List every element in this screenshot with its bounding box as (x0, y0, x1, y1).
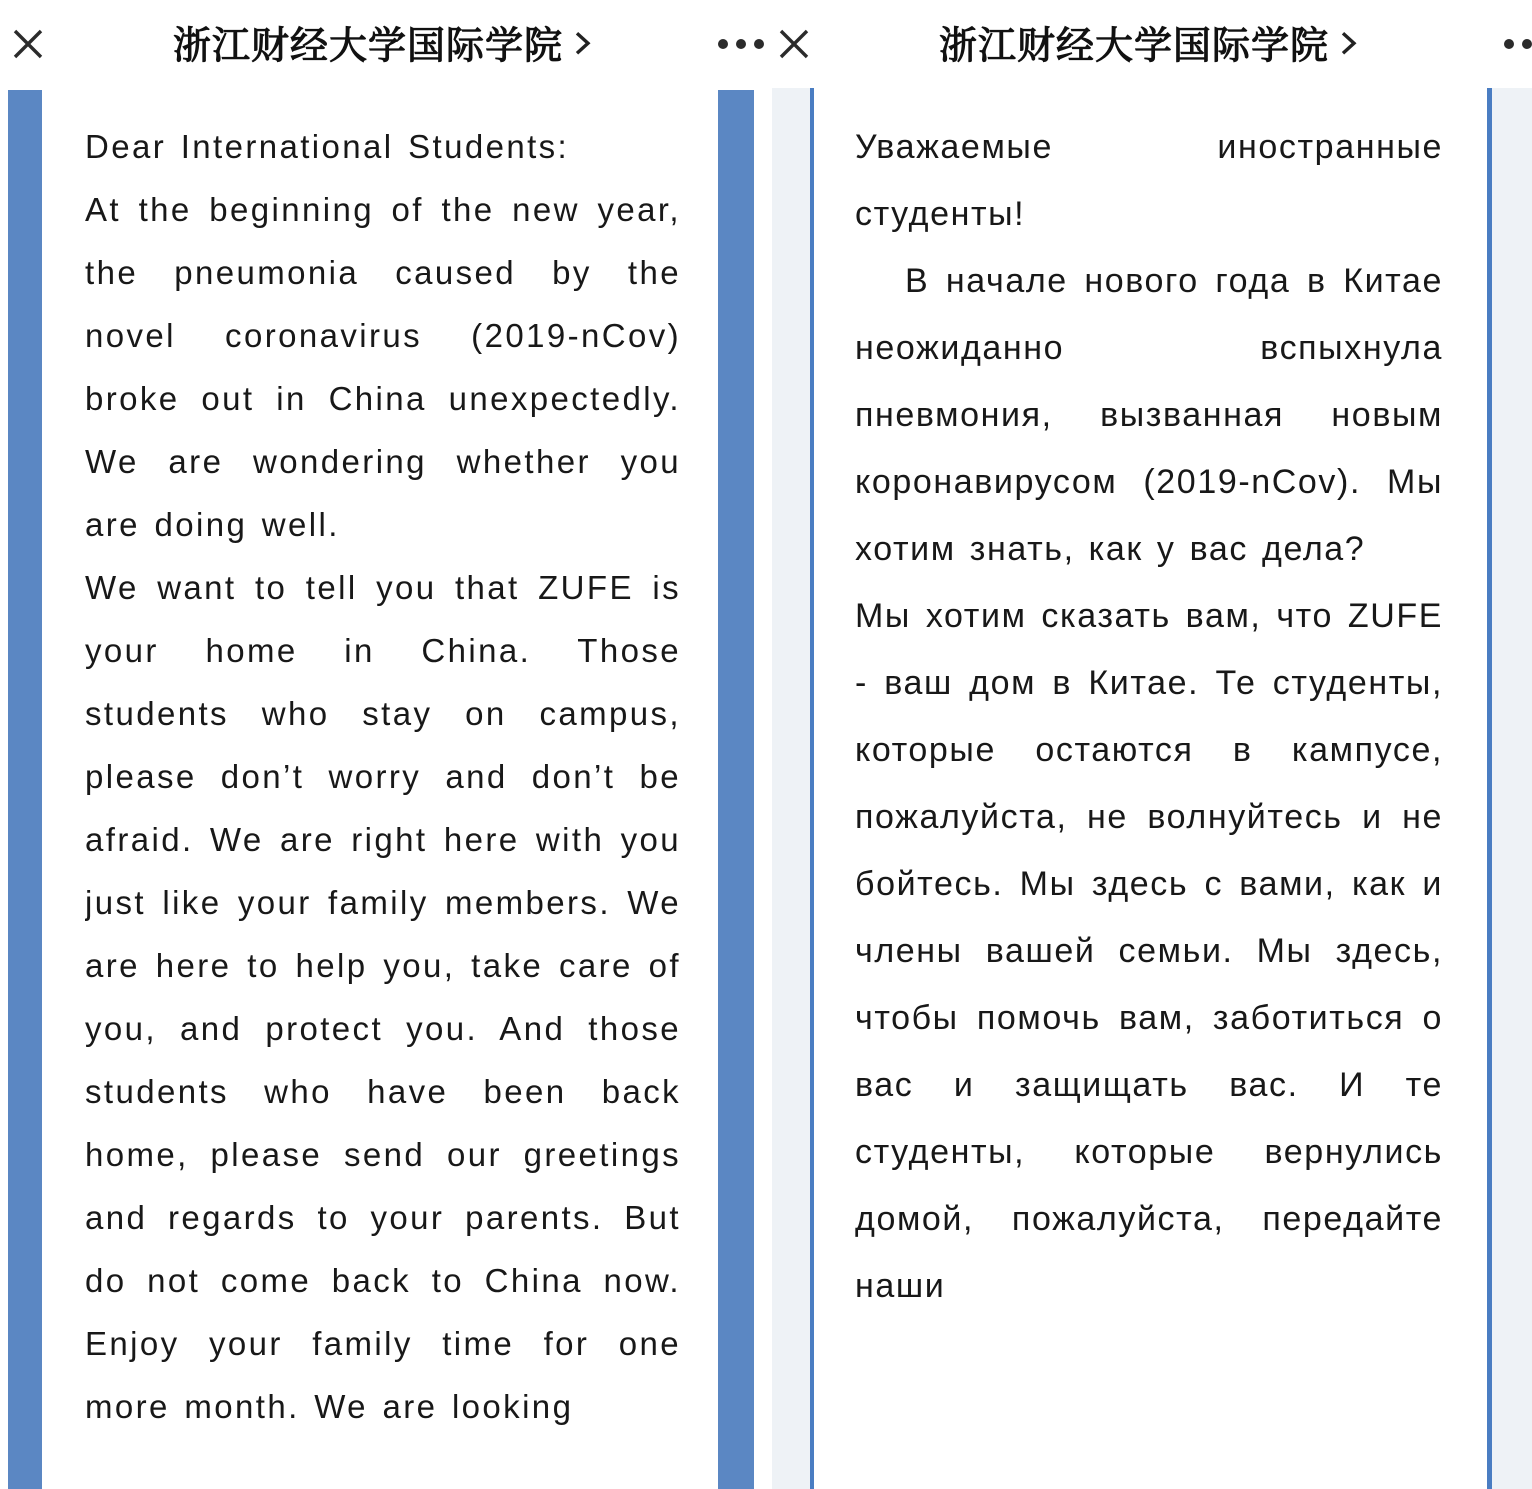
close-icon[interactable] (6, 22, 50, 66)
paragraph: В начале нового года в Китае неожиданно вспыхнула пневмония, вызванная новым коронавирусом (2019-nCov). Мы хотим знать, как у вас дела? (855, 262, 1443, 568)
paragraph: Мы хотим сказать вам, что ZUFE - ваш дом в Китае. Те студенты, которые остаются в кампусе, пожалуйста, не волнуйтесь и не бойтесь. Мы здесь с вами, как и члены вашей семьи. Мы здесь, чтобы помочь вам, заботиться о вас и защищать вас. И те студенты, которые вернулись домой, пожалуйста, передайте наши (855, 597, 1443, 1305)
account-title[interactable] (939, 14, 1359, 69)
navbar-english (0, 0, 766, 88)
close-icon[interactable] (772, 22, 816, 66)
page-title: 浙江财经大学国际学院 (938, 25, 1330, 68)
decorative-strip-left (772, 88, 810, 1489)
decorative-strip-right (1492, 88, 1532, 1489)
article-body-russian (855, 114, 1443, 1489)
navbar-russian (766, 0, 1532, 88)
paragraph: Dear International Students: (85, 128, 570, 165)
paragraph: At the beginning of the new year, the pneumonia caused by the novel coronavirus (2019-nCov) broke out in China unexpectedly. We are wondering whether you are doing well. (85, 191, 681, 543)
decorative-blue-line-left (810, 88, 814, 1489)
decorative-blue-bar-left (8, 90, 42, 1489)
more-menu-icon[interactable] (710, 39, 764, 49)
paragraph: We want to tell you that ZUFE is your home in China. Those students who stay on campus, please don’t worry and don’t be afraid. We are right here with you just like your family members. We are here to help you, take care of you, and protect you. And those students who have been back home, please send our greetings and regards to your parents. But do not come back to China now. Enjoy your family time for one more month. We are looking (85, 569, 681, 1425)
account-title[interactable] (173, 14, 593, 69)
paragraph: Уважаемые иностранные студенты! (855, 128, 1443, 233)
chevron-right-icon (1339, 25, 1359, 61)
decorative-blue-bar-right (718, 90, 754, 1489)
page-title: 浙江财经大学国际学院 (172, 25, 564, 68)
chevron-right-icon (573, 25, 593, 61)
more-menu-icon[interactable] (1496, 39, 1532, 49)
article-body-english (85, 115, 681, 1489)
panel-russian (766, 0, 1532, 1489)
